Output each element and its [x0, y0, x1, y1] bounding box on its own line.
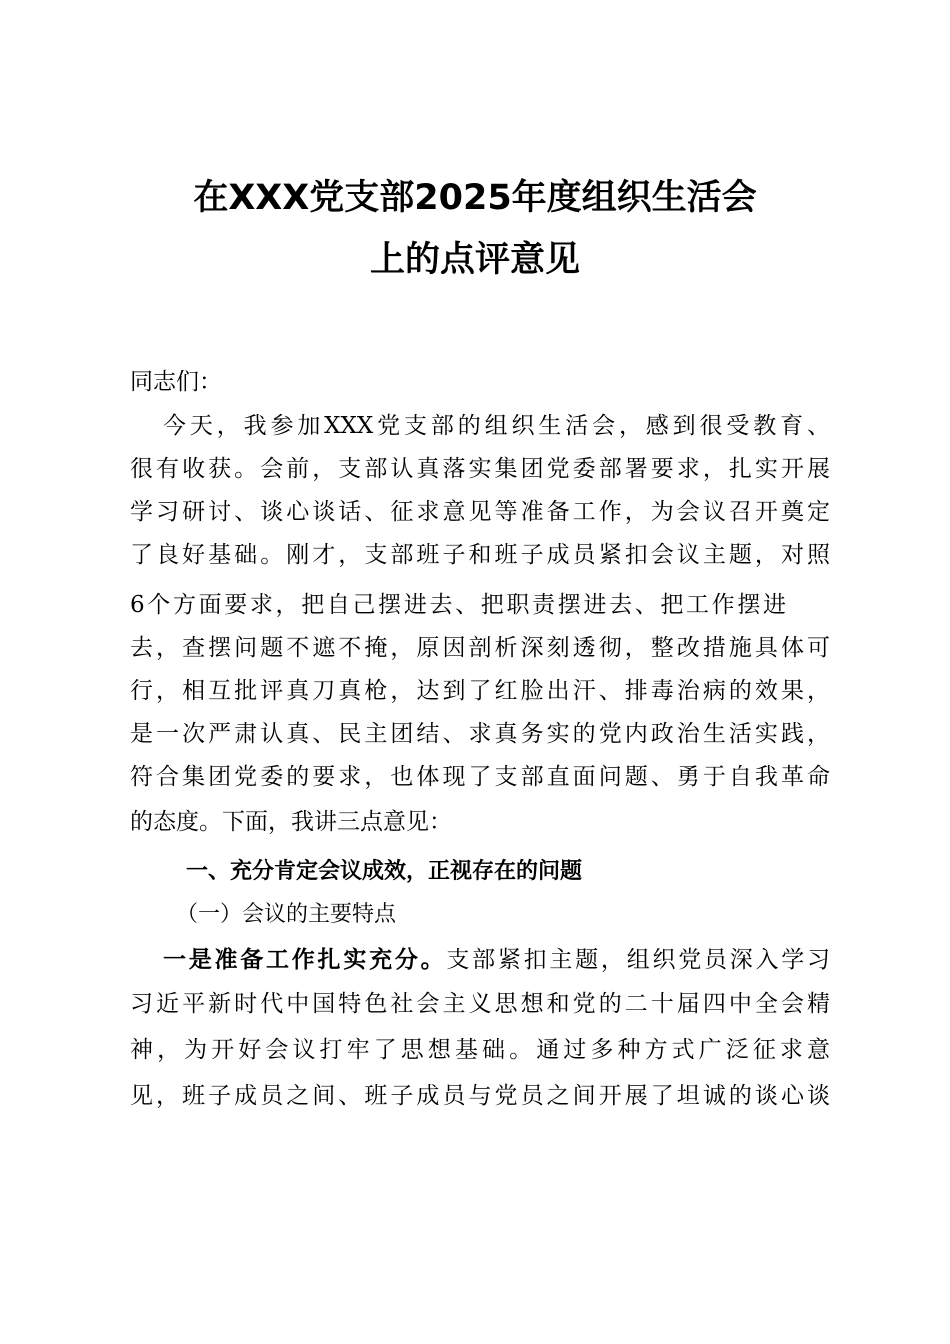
intro-line: 很有收获。会前，支部认真落实集团党委部署要求，扎实开展 — [130, 456, 830, 482]
intro-line: 行，相互批评真刀真枪，达到了红脸出汗、排毒治病的效果， — [130, 678, 830, 704]
intro-line: 的态度。下面，我讲三点意见： — [130, 809, 452, 835]
document-title-line-2: 上的点评意见 — [369, 240, 580, 280]
greeting: 同志们： — [130, 369, 222, 395]
intro-line: 符合集团党委的要求，也体现了支部直面问题、勇于自我革命 — [130, 764, 830, 790]
intro-line: 了良好基础。刚才，支部班子和班子成员紧扣会议主题，对照 — [130, 542, 830, 568]
intro-line: 去，查摆问题不遮不掩，原因剖析深刻透彻，整改措施具体可 — [130, 635, 830, 661]
intro-line: 6个方面要求，把自己摆进去、把职责摆进去、把工作摆进 — [130, 592, 786, 618]
point-text: 支部紧扣主题，组织党员深入学习 — [446, 947, 831, 973]
intro-line: 学习研讨、谈心谈话、征求意见等准备工作，为会议召开奠定 — [130, 499, 830, 525]
point-line: 见，班子成员之间、班子成员与党员之间开展了坦诚的谈心谈 — [130, 1083, 830, 1109]
subsection-heading: （一）会议的主要特点 — [176, 902, 397, 927]
section-heading: 一、充分肯定会议成效，正视存在的问题 — [186, 859, 583, 884]
point-line: 习近平新时代中国特色社会主义思想和党的二十届四中全会精 — [130, 991, 830, 1017]
intro-line: 今天，我参加XXX党支部的组织生活会，感到很受教育、 — [163, 413, 830, 439]
document-title-line-1: 在XXX党支部2025年度组织生活会 — [193, 178, 757, 218]
intro-line: 是一次严肃认真、民主团结、求真务实的党内政治生活实践， — [130, 721, 830, 747]
point-lead: 一是准备工作扎实充分。 — [163, 947, 447, 973]
point-line: 神，为开好会议打牢了思想基础。通过多种方式广泛征求意 — [130, 1037, 830, 1063]
point-first-line — [163, 945, 830, 975]
